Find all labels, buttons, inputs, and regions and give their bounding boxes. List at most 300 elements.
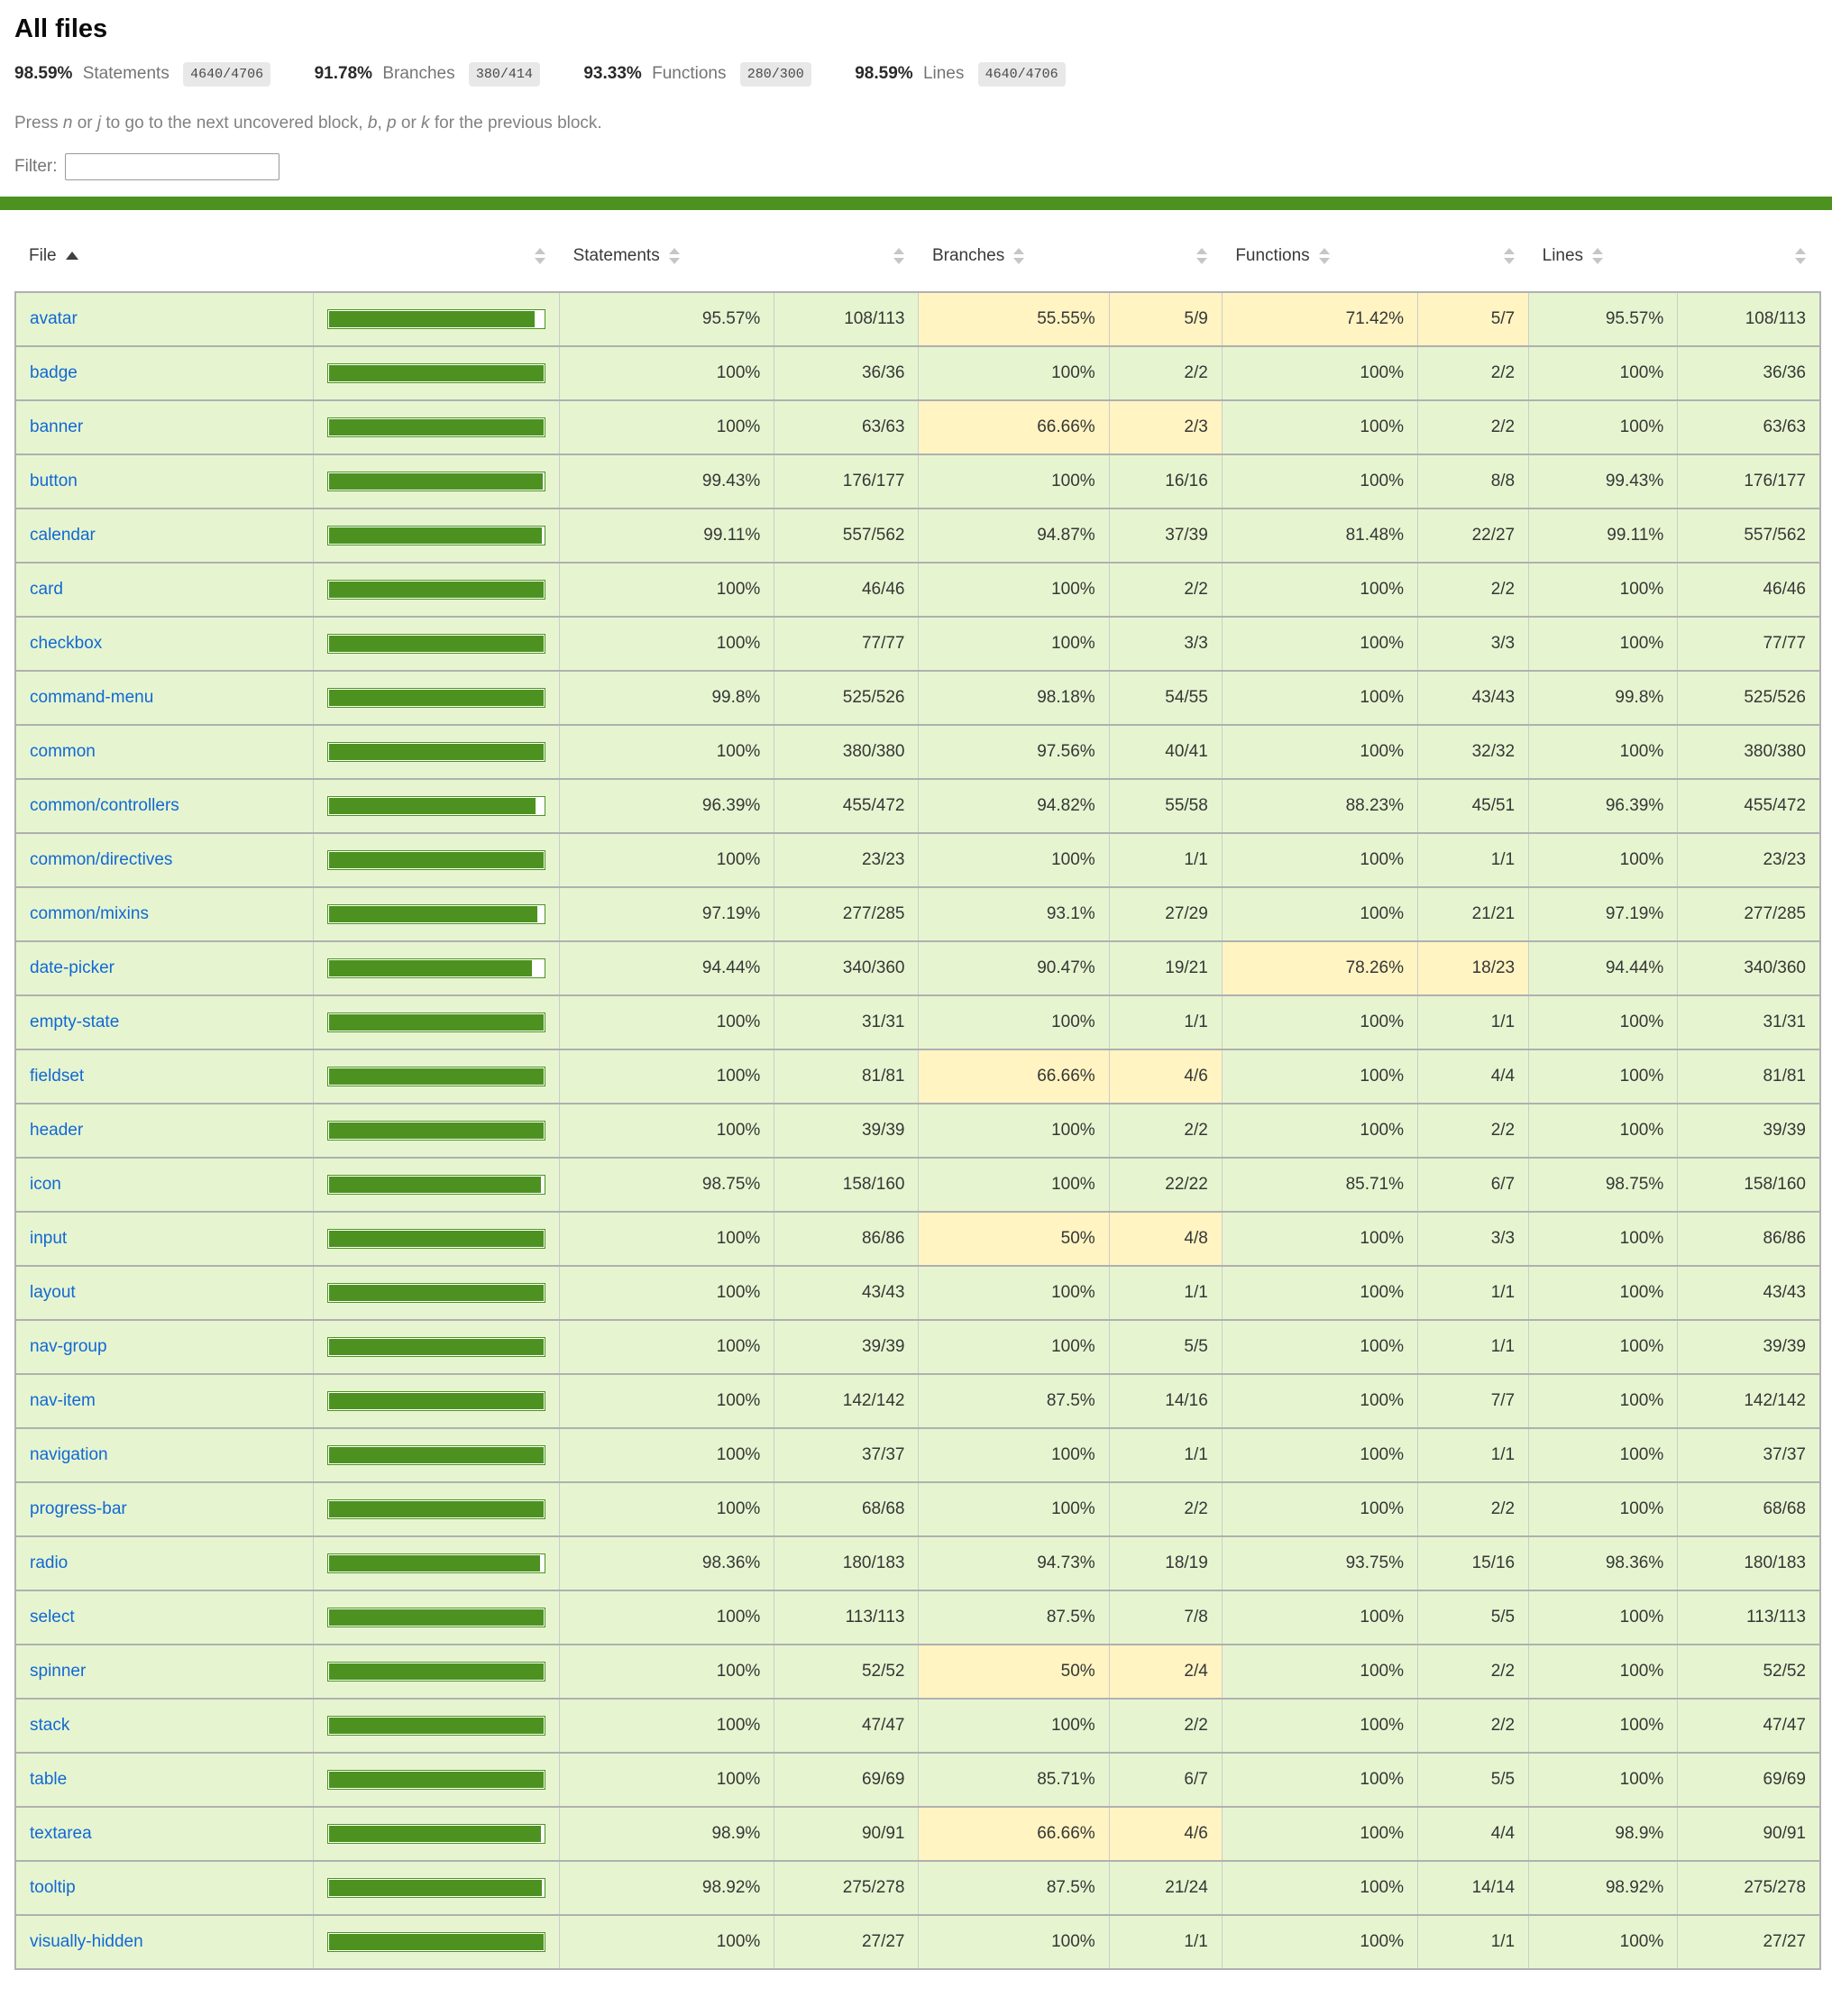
chart-cell bbox=[313, 292, 559, 346]
file-link[interactable]: banner bbox=[30, 417, 84, 436]
file-link[interactable]: common bbox=[30, 742, 96, 761]
file-link[interactable]: calendar bbox=[30, 526, 96, 545]
file-cell bbox=[15, 941, 313, 995]
functions-pct-cell: 100% bbox=[1222, 346, 1417, 400]
statements-raw-cell: 63/63 bbox=[774, 400, 919, 454]
file-link[interactable]: fieldset bbox=[30, 1067, 85, 1086]
statements-raw-cell: 47/47 bbox=[774, 1699, 919, 1753]
file-link[interactable]: visually-hidden bbox=[30, 1932, 143, 1951]
file-link[interactable]: table bbox=[30, 1770, 68, 1789]
coverage-bar bbox=[327, 417, 545, 437]
file-cell bbox=[15, 617, 313, 671]
table-header-row bbox=[15, 221, 1820, 292]
branches-pct-cell: 66.66% bbox=[919, 400, 1109, 454]
coverage-bar-fill bbox=[329, 1501, 544, 1517]
chart-cell bbox=[313, 454, 559, 509]
statements-pct-cell: 100% bbox=[560, 1320, 774, 1374]
lines-pct-cell: 100% bbox=[1529, 1049, 1678, 1104]
branches-raw-cell: 5/5 bbox=[1109, 1320, 1222, 1374]
file-link[interactable]: input bbox=[30, 1229, 68, 1248]
summary-metric-statements bbox=[14, 62, 270, 87]
coverage-bar-fill bbox=[329, 1718, 544, 1734]
column-header-branches[interactable] bbox=[919, 221, 1109, 292]
lines-pct-cell: 94.44% bbox=[1529, 941, 1678, 995]
branches-pct-cell: 66.66% bbox=[919, 1049, 1109, 1104]
functions-pct-cell: 100% bbox=[1222, 1212, 1417, 1266]
coverage-bar bbox=[327, 526, 545, 545]
table-row bbox=[15, 1861, 1820, 1915]
functions-raw-cell: 22/27 bbox=[1418, 509, 1529, 563]
functions-pct-cell: 100% bbox=[1222, 1374, 1417, 1428]
file-cell bbox=[15, 1482, 313, 1536]
statements-pct-cell: 100% bbox=[560, 346, 774, 400]
functions-raw-cell: 21/21 bbox=[1418, 887, 1529, 941]
lines-raw-cell: 69/69 bbox=[1678, 1753, 1820, 1807]
coverage-bar bbox=[327, 688, 545, 708]
functions-raw-cell: 32/32 bbox=[1418, 725, 1529, 779]
lines-pct-cell: 100% bbox=[1529, 725, 1678, 779]
statements-raw-cell: 23/23 bbox=[774, 833, 919, 887]
statements-pct-cell: 99.43% bbox=[560, 454, 774, 509]
lines-raw-cell: 142/142 bbox=[1678, 1374, 1820, 1428]
coverage-bar-fill bbox=[329, 798, 536, 814]
statements-raw-cell: 39/39 bbox=[774, 1104, 919, 1158]
table-row bbox=[15, 1374, 1820, 1428]
file-cell bbox=[15, 292, 313, 346]
lines-pct-cell: 100% bbox=[1529, 563, 1678, 617]
lines-raw-cell: 23/23 bbox=[1678, 833, 1820, 887]
functions-pct-cell: 93.75% bbox=[1222, 1536, 1417, 1590]
file-link[interactable]: textarea bbox=[30, 1824, 92, 1843]
column-header-lines-raw[interactable] bbox=[1678, 221, 1820, 292]
chart-cell bbox=[313, 1374, 559, 1428]
coverage-bar bbox=[327, 1716, 545, 1736]
branches-raw-cell: 2/2 bbox=[1109, 346, 1222, 400]
lines-pct-cell: 99.11% bbox=[1529, 509, 1678, 563]
statements-raw-cell: 77/77 bbox=[774, 617, 919, 671]
table-row bbox=[15, 1266, 1820, 1320]
branches-pct-cell: 94.82% bbox=[919, 779, 1109, 833]
branches-raw-cell: 19/21 bbox=[1109, 941, 1222, 995]
branches-pct-cell: 98.18% bbox=[919, 671, 1109, 725]
functions-pct-cell: 100% bbox=[1222, 1807, 1417, 1861]
statements-pct-cell: 98.92% bbox=[560, 1861, 774, 1915]
statements-raw-cell: 180/183 bbox=[774, 1536, 919, 1590]
functions-raw-cell: 2/2 bbox=[1418, 346, 1529, 400]
file-link[interactable]: nav-group bbox=[30, 1337, 107, 1356]
coverage-bar bbox=[327, 1445, 545, 1465]
statements-raw-cell: 27/27 bbox=[774, 1915, 919, 1969]
branches-pct-cell: 87.5% bbox=[919, 1374, 1109, 1428]
chart-cell bbox=[313, 1158, 559, 1212]
branches-fraction-badge: 380/414 bbox=[469, 62, 540, 87]
chart-cell bbox=[313, 1049, 559, 1104]
statements-pct-cell: 100% bbox=[560, 400, 774, 454]
lines-pct-cell: 100% bbox=[1529, 995, 1678, 1049]
branches-pct-cell: 85.71% bbox=[919, 1753, 1109, 1807]
lines-raw-cell: 77/77 bbox=[1678, 617, 1820, 671]
coverage-bar-fill bbox=[329, 1014, 544, 1031]
file-cell bbox=[15, 1374, 313, 1428]
statements-raw-cell: 69/69 bbox=[774, 1753, 919, 1807]
file-link[interactable]: common/mixins bbox=[30, 904, 149, 923]
summary-metrics bbox=[14, 62, 1818, 87]
table-row bbox=[15, 1104, 1820, 1158]
file-link[interactable]: card bbox=[30, 580, 63, 599]
branches-pct-cell: 100% bbox=[919, 617, 1109, 671]
lines-pct-cell: 96.39% bbox=[1529, 779, 1678, 833]
functions-pct-cell: 100% bbox=[1222, 1266, 1417, 1320]
chart-cell bbox=[313, 995, 559, 1049]
file-link[interactable]: spinner bbox=[30, 1662, 87, 1681]
lines-pct-cell: 99.43% bbox=[1529, 454, 1678, 509]
file-link[interactable]: command-menu bbox=[30, 688, 154, 707]
functions-raw-cell: 15/16 bbox=[1418, 1536, 1529, 1590]
lines-pct-cell: 98.36% bbox=[1529, 1536, 1678, 1590]
column-header-functions[interactable] bbox=[1222, 221, 1417, 292]
lines-raw-cell: 63/63 bbox=[1678, 400, 1820, 454]
table-row bbox=[15, 941, 1820, 995]
file-link[interactable]: checkbox bbox=[30, 634, 103, 653]
lines-pct-cell: 100% bbox=[1529, 1428, 1678, 1482]
coverage-table bbox=[14, 221, 1821, 1970]
chart-cell bbox=[313, 1753, 559, 1807]
file-link[interactable]: button bbox=[30, 472, 78, 490]
summary-metric-lines bbox=[855, 62, 1065, 87]
branches-raw-cell: 2/2 bbox=[1109, 1482, 1222, 1536]
coverage-bar-fill bbox=[329, 1772, 544, 1788]
file-link[interactable]: badge bbox=[30, 363, 78, 382]
file-header-label: File bbox=[29, 246, 57, 265]
branches-pct-cell: 50% bbox=[919, 1645, 1109, 1699]
column-header-functions-raw[interactable] bbox=[1418, 221, 1529, 292]
file-cell bbox=[15, 454, 313, 509]
branches-raw-cell: 27/29 bbox=[1109, 887, 1222, 941]
file-link[interactable]: nav-item bbox=[30, 1391, 96, 1410]
branches-raw-cell: 5/9 bbox=[1109, 292, 1222, 346]
statements-pct-cell: 100% bbox=[560, 1645, 774, 1699]
lines-raw-cell: 81/81 bbox=[1678, 1049, 1820, 1104]
statements-raw-cell: 108/113 bbox=[774, 292, 919, 346]
chart-cell bbox=[313, 1590, 559, 1645]
coverage-bar-fill bbox=[329, 1339, 544, 1355]
branches-raw-cell: 1/1 bbox=[1109, 1266, 1222, 1320]
branches-pct-cell: 87.5% bbox=[919, 1590, 1109, 1645]
branches-pct-cell: 55.55% bbox=[919, 292, 1109, 346]
statements-fraction-badge: 4640/4706 bbox=[183, 62, 270, 87]
coverage-bar bbox=[327, 1337, 545, 1357]
coverage-report-page bbox=[0, 14, 1832, 2016]
file-link[interactable]: empty-state bbox=[30, 1013, 120, 1031]
coverage-bar-fill bbox=[329, 1609, 544, 1626]
branches-raw-cell: 4/6 bbox=[1109, 1807, 1222, 1861]
statements-pct-cell: 100% bbox=[560, 1374, 774, 1428]
coverage-bar bbox=[327, 742, 545, 762]
chart-cell bbox=[313, 1536, 559, 1590]
column-header-statements[interactable] bbox=[560, 221, 774, 292]
lines-raw-cell: 90/91 bbox=[1678, 1807, 1820, 1861]
functions-raw-cell: 2/2 bbox=[1418, 1699, 1529, 1753]
statements-pct-cell: 100% bbox=[560, 1266, 774, 1320]
statements-percentage: 98.59% bbox=[14, 64, 73, 83]
file-cell bbox=[15, 1266, 313, 1320]
coverage-bar bbox=[327, 1391, 545, 1411]
filter-label: Filter: bbox=[14, 157, 58, 177]
coverage-bar-fill bbox=[329, 636, 544, 652]
branches-pct-cell: 87.5% bbox=[919, 1861, 1109, 1915]
summary-metric-functions bbox=[583, 62, 811, 87]
functions-raw-cell: 2/2 bbox=[1418, 400, 1529, 454]
file-cell bbox=[15, 995, 313, 1049]
file-cell bbox=[15, 563, 313, 617]
file-cell bbox=[15, 1536, 313, 1590]
chart-cell bbox=[313, 1212, 559, 1266]
file-cell bbox=[15, 1699, 313, 1753]
functions-raw-cell: 3/3 bbox=[1418, 617, 1529, 671]
functions-pct-cell: 100% bbox=[1222, 1428, 1417, 1482]
table-row bbox=[15, 995, 1820, 1049]
coverage-bar-fill bbox=[329, 1393, 544, 1409]
sort-toggle-icon bbox=[535, 247, 546, 265]
functions-raw-cell: 1/1 bbox=[1418, 995, 1529, 1049]
chart-cell bbox=[313, 1915, 559, 1969]
file-link[interactable]: navigation bbox=[30, 1445, 108, 1464]
statements-raw-cell: 52/52 bbox=[774, 1645, 919, 1699]
file-cell bbox=[15, 1428, 313, 1482]
column-header-branches-raw[interactable] bbox=[1109, 221, 1222, 292]
branches-raw-cell: 4/8 bbox=[1109, 1212, 1222, 1266]
statements-raw-cell: 39/39 bbox=[774, 1320, 919, 1374]
coverage-bar-fill bbox=[329, 906, 538, 922]
lines-raw-cell: 47/47 bbox=[1678, 1699, 1820, 1753]
statements-raw-cell: 113/113 bbox=[774, 1590, 919, 1645]
lines-pct-cell: 100% bbox=[1529, 346, 1678, 400]
chart-cell bbox=[313, 1699, 559, 1753]
functions-pct-cell: 100% bbox=[1222, 563, 1417, 617]
chart-cell bbox=[313, 1104, 559, 1158]
chart-cell bbox=[313, 941, 559, 995]
table-row bbox=[15, 1807, 1820, 1861]
lines-raw-cell: 43/43 bbox=[1678, 1266, 1820, 1320]
summary-metric-branches bbox=[315, 62, 540, 87]
statements-pct-cell: 94.44% bbox=[560, 941, 774, 995]
functions-raw-cell: 45/51 bbox=[1418, 779, 1529, 833]
branches-raw-cell: 55/58 bbox=[1109, 779, 1222, 833]
coverage-bar-fill bbox=[329, 1934, 544, 1950]
functions-percentage: 93.33% bbox=[583, 64, 642, 83]
filter-input[interactable] bbox=[65, 153, 279, 180]
branches-pct-cell: 100% bbox=[919, 1428, 1109, 1482]
coverage-bar bbox=[327, 958, 545, 978]
statements-raw-cell: 36/36 bbox=[774, 346, 919, 400]
statements-pct-cell: 100% bbox=[560, 995, 774, 1049]
file-cell bbox=[15, 346, 313, 400]
chart-cell bbox=[313, 1320, 559, 1374]
statements-raw-cell: 86/86 bbox=[774, 1212, 919, 1266]
branches-pct-cell: 100% bbox=[919, 1104, 1109, 1158]
branches-pct-cell: 100% bbox=[919, 833, 1109, 887]
functions-raw-cell: 7/7 bbox=[1418, 1374, 1529, 1428]
statements-pct-cell: 100% bbox=[560, 1104, 774, 1158]
lines-raw-cell: 180/183 bbox=[1678, 1536, 1820, 1590]
coverage-bar bbox=[327, 1608, 545, 1627]
branches-raw-cell: 14/16 bbox=[1109, 1374, 1222, 1428]
statements-pct-cell: 100% bbox=[560, 1590, 774, 1645]
statements-pct-cell: 97.19% bbox=[560, 887, 774, 941]
functions-raw-cell: 6/7 bbox=[1418, 1158, 1529, 1212]
functions-header-label: Functions bbox=[1235, 246, 1310, 265]
branches-raw-cell: 37/39 bbox=[1109, 509, 1222, 563]
file-cell bbox=[15, 671, 313, 725]
functions-raw-cell: 2/2 bbox=[1418, 1482, 1529, 1536]
lines-pct-cell: 100% bbox=[1529, 1590, 1678, 1645]
coverage-bar-fill bbox=[329, 527, 542, 544]
functions-pct-cell: 100% bbox=[1222, 1590, 1417, 1645]
branches-raw-cell: 18/19 bbox=[1109, 1536, 1222, 1590]
file-link[interactable]: common/directives bbox=[30, 850, 173, 869]
file-link[interactable]: tooltip bbox=[30, 1878, 76, 1897]
sort-toggle-icon bbox=[1013, 247, 1025, 265]
coverage-bar-fill bbox=[329, 1826, 542, 1842]
file-link[interactable]: select bbox=[30, 1608, 75, 1627]
lines-raw-cell: 36/36 bbox=[1678, 346, 1820, 400]
coverage-bar-fill bbox=[329, 419, 544, 435]
file-cell bbox=[15, 1807, 313, 1861]
lines-raw-cell: 557/562 bbox=[1678, 509, 1820, 563]
functions-pct-cell: 100% bbox=[1222, 671, 1417, 725]
statements-pct-cell: 98.75% bbox=[560, 1158, 774, 1212]
statements-raw-cell: 68/68 bbox=[774, 1482, 919, 1536]
functions-raw-cell: 1/1 bbox=[1418, 1428, 1529, 1482]
table-row bbox=[15, 617, 1820, 671]
table-row bbox=[15, 1915, 1820, 1969]
coverage-bar bbox=[327, 580, 545, 600]
file-cell bbox=[15, 779, 313, 833]
table-row bbox=[15, 1536, 1820, 1590]
lines-pct-cell: 100% bbox=[1529, 833, 1678, 887]
functions-pct-cell: 100% bbox=[1222, 1645, 1417, 1699]
column-header-statements-raw[interactable] bbox=[774, 221, 919, 292]
statements-label: Statements bbox=[82, 64, 169, 83]
page-title: All files bbox=[14, 14, 108, 43]
table-row bbox=[15, 1320, 1820, 1374]
branches-raw-cell: 22/22 bbox=[1109, 1158, 1222, 1212]
branches-raw-cell: 16/16 bbox=[1109, 454, 1222, 509]
functions-raw-cell: 4/4 bbox=[1418, 1807, 1529, 1861]
coverage-bar-fill bbox=[329, 473, 543, 490]
functions-raw-cell: 2/2 bbox=[1418, 1645, 1529, 1699]
functions-raw-cell: 3/3 bbox=[1418, 1212, 1529, 1266]
functions-raw-cell: 43/43 bbox=[1418, 671, 1529, 725]
functions-pct-cell: 100% bbox=[1222, 995, 1417, 1049]
table-row bbox=[15, 1645, 1820, 1699]
functions-pct-cell: 100% bbox=[1222, 887, 1417, 941]
chart-cell bbox=[313, 833, 559, 887]
table-row bbox=[15, 1590, 1820, 1645]
lines-pct-cell: 100% bbox=[1529, 1212, 1678, 1266]
functions-raw-cell: 5/5 bbox=[1418, 1753, 1529, 1807]
file-link[interactable]: layout bbox=[30, 1283, 76, 1302]
file-cell bbox=[15, 400, 313, 454]
lines-raw-cell: 340/360 bbox=[1678, 941, 1820, 995]
branches-raw-cell: 6/7 bbox=[1109, 1753, 1222, 1807]
chart-cell bbox=[313, 1266, 559, 1320]
lines-raw-cell: 39/39 bbox=[1678, 1320, 1820, 1374]
branches-header-label: Branches bbox=[931, 246, 1005, 265]
table-row bbox=[15, 725, 1820, 779]
statements-pct-cell: 100% bbox=[560, 1915, 774, 1969]
file-cell bbox=[15, 1645, 313, 1699]
file-link[interactable]: date-picker bbox=[30, 958, 114, 977]
file-cell bbox=[15, 1049, 313, 1104]
file-link[interactable]: progress-bar bbox=[30, 1499, 127, 1518]
lines-raw-cell: 31/31 bbox=[1678, 995, 1820, 1049]
coverage-bar bbox=[327, 309, 545, 329]
coverage-bar-fill bbox=[329, 1285, 544, 1301]
lines-raw-cell: 108/113 bbox=[1678, 292, 1820, 346]
coverage-bar-fill bbox=[329, 311, 535, 327]
statements-pct-cell: 99.11% bbox=[560, 509, 774, 563]
functions-raw-cell: 1/1 bbox=[1418, 1320, 1529, 1374]
file-cell bbox=[15, 1104, 313, 1158]
branches-pct-cell: 100% bbox=[919, 1158, 1109, 1212]
branches-label: Branches bbox=[382, 64, 455, 83]
lines-pct-cell: 98.92% bbox=[1529, 1861, 1678, 1915]
lines-raw-cell: 37/37 bbox=[1678, 1428, 1820, 1482]
chart-cell bbox=[313, 887, 559, 941]
file-cell bbox=[15, 1590, 313, 1645]
coverage-bar bbox=[327, 1824, 545, 1844]
file-cell bbox=[15, 887, 313, 941]
column-header-file[interactable] bbox=[15, 221, 313, 292]
filter-row bbox=[14, 153, 1818, 180]
table-row bbox=[15, 454, 1820, 509]
functions-raw-cell: 1/1 bbox=[1418, 833, 1529, 887]
file-link[interactable]: icon bbox=[30, 1175, 61, 1194]
branches-raw-cell: 1/1 bbox=[1109, 1428, 1222, 1482]
statements-pct-cell: 100% bbox=[560, 1049, 774, 1104]
chart-cell bbox=[313, 779, 559, 833]
coverage-bar bbox=[327, 363, 545, 383]
table-row bbox=[15, 671, 1820, 725]
functions-pct-cell: 100% bbox=[1222, 1482, 1417, 1536]
coverage-bar bbox=[327, 1067, 545, 1086]
file-link[interactable]: radio bbox=[30, 1553, 69, 1572]
coverage-bar bbox=[327, 472, 545, 491]
file-cell bbox=[15, 1158, 313, 1212]
lines-raw-cell: 277/285 bbox=[1678, 887, 1820, 941]
branches-percentage: 91.78% bbox=[314, 64, 373, 83]
chart-cell bbox=[313, 400, 559, 454]
file-link[interactable]: avatar bbox=[30, 309, 78, 328]
lines-pct-cell: 100% bbox=[1529, 617, 1678, 671]
file-link[interactable]: header bbox=[30, 1121, 84, 1140]
sort-toggle-icon bbox=[669, 247, 681, 265]
column-header-lines[interactable] bbox=[1529, 221, 1678, 292]
functions-raw-cell: 18/23 bbox=[1418, 941, 1529, 995]
lines-pct-cell: 99.8% bbox=[1529, 671, 1678, 725]
lines-raw-cell: 158/160 bbox=[1678, 1158, 1820, 1212]
file-link[interactable]: stack bbox=[30, 1716, 70, 1735]
branches-pct-cell: 100% bbox=[919, 1915, 1109, 1969]
column-header-chart[interactable] bbox=[313, 221, 559, 292]
functions-fraction-badge: 280/300 bbox=[740, 62, 811, 87]
lines-pct-cell: 98.75% bbox=[1529, 1158, 1678, 1212]
lines-pct-cell: 100% bbox=[1529, 1699, 1678, 1753]
file-link[interactable]: common/controllers bbox=[30, 796, 179, 815]
table-row bbox=[15, 1482, 1820, 1536]
chart-cell bbox=[313, 509, 559, 563]
